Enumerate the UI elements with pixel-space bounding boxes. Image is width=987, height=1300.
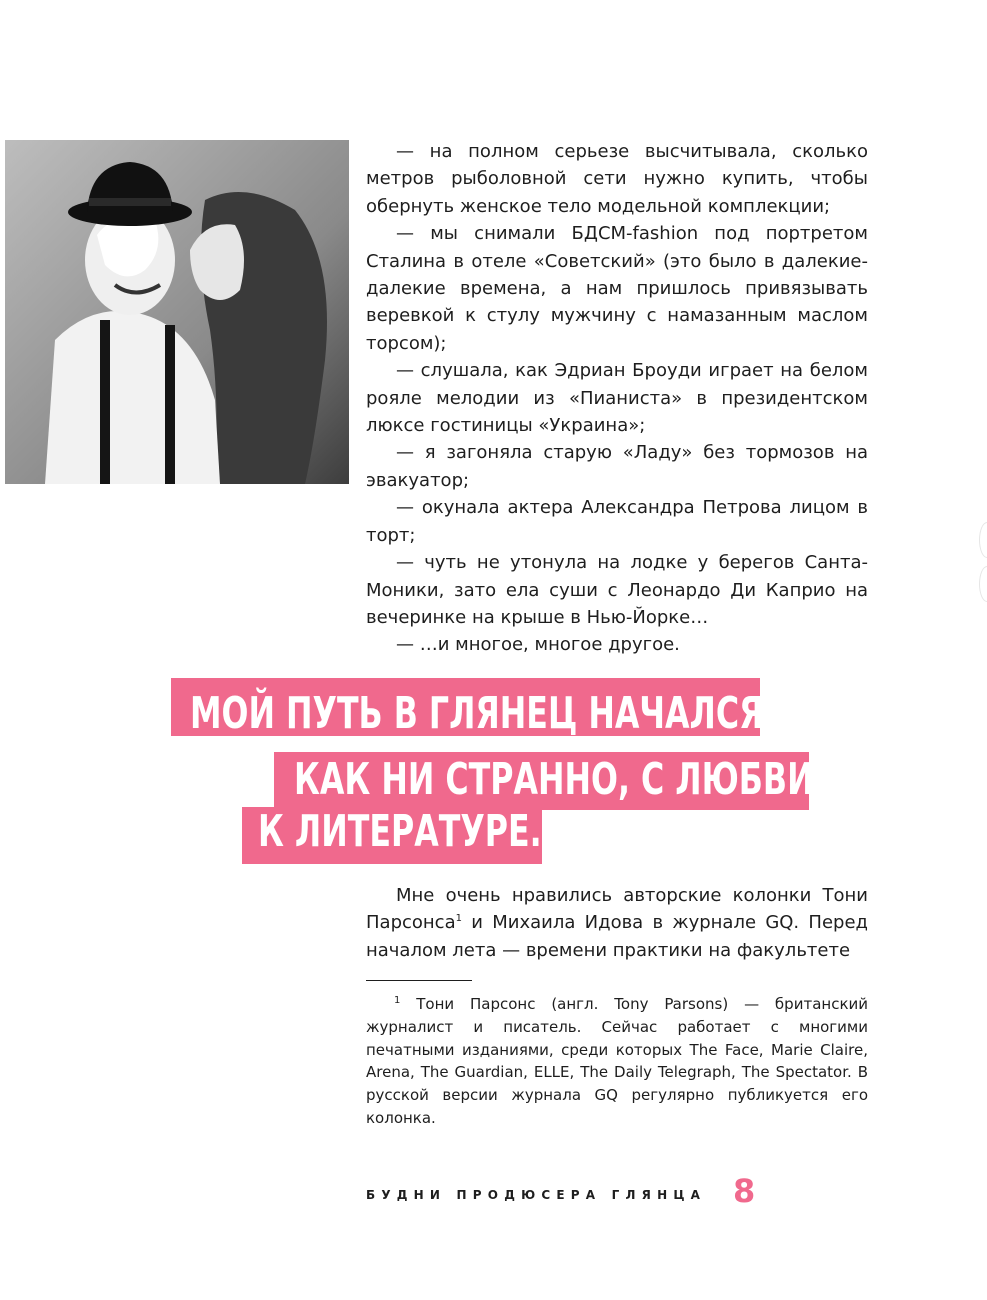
paragraph: — мы снимали БДСМ-fashion под портретом Сталина в отеле «Советский» (это было в далекие-далекие времена, а нам пришлось привязывать веревкой к стулу мужчину с намазанным маслом торсом); xyxy=(366,223,868,354)
paragraph: — я загоняла старую «Ладу» без тормозов на эвакуатор; xyxy=(366,442,868,491)
paragraph xyxy=(366,882,868,964)
edge-mark xyxy=(979,522,987,558)
footnote-reference: 1 xyxy=(455,913,462,925)
edge-mark xyxy=(979,566,987,602)
paragraph: — окунала актера Александра Петрова лицом в торт; xyxy=(366,497,868,546)
body-text-top xyxy=(366,138,868,659)
body-text-bottom xyxy=(366,882,868,964)
paragraph: — чуть не утонула на лодке у берегов Санта-Моники, зато ела суши с Леонардо Ди Каприо на вечеринке на крыше в Нью-Йорке… xyxy=(366,552,868,628)
running-title: БУДНИ ПРОДЮСЕРА ГЛЯНЦА xyxy=(366,1188,707,1202)
paragraph-text: и Михаила Идова в журнале GQ. Перед началом лета — времени практики на факультете xyxy=(366,912,868,961)
photo xyxy=(5,140,349,484)
paragraph: — слушала, как Эдриан Броуди играет на белом рояле мелодии из «Пианиста» в президентском люксе гостиницы «Украина»; xyxy=(366,360,868,437)
footnote-rule xyxy=(366,980,472,981)
footnote-body: Тони Парсонс (англ. Tony Parsons) — британский журналист и писатель. Сейчас работает с многими печатными изданиями, среди которых The Face, Marie Claire, Arena, The Guardian, ELLE, The Daily Telegraph, The Spectator. В русской версии журнала GQ регулярно публикуется его колонка. xyxy=(366,995,868,1127)
quote-line-3: К ЛИТЕРАТУРЕ. xyxy=(258,806,542,857)
footnote-marker: 1 xyxy=(394,995,401,1006)
paragraph-text: Мне очень нравились авторские колонки Тони Парсонса xyxy=(366,885,868,934)
footnote-text xyxy=(366,993,868,1130)
footnote xyxy=(366,993,868,1130)
quote-line-1: МОЙ ПУТЬ В ГЛЯНЕЦ НАЧАЛСЯ, xyxy=(190,688,776,739)
photo-illustration xyxy=(5,140,349,484)
paragraph: — …и многое, многое другое. xyxy=(396,634,680,656)
quote-line-2: КАК НИ СТРАННО, С ЛЮБВИ xyxy=(294,754,814,805)
page-number: 8 xyxy=(733,1172,756,1210)
paragraph: — на полном серьезе высчитывала, сколько метров рыболовной сети нужно купить, чтобы обернуть женское тело модельной комплекции; xyxy=(366,141,868,217)
